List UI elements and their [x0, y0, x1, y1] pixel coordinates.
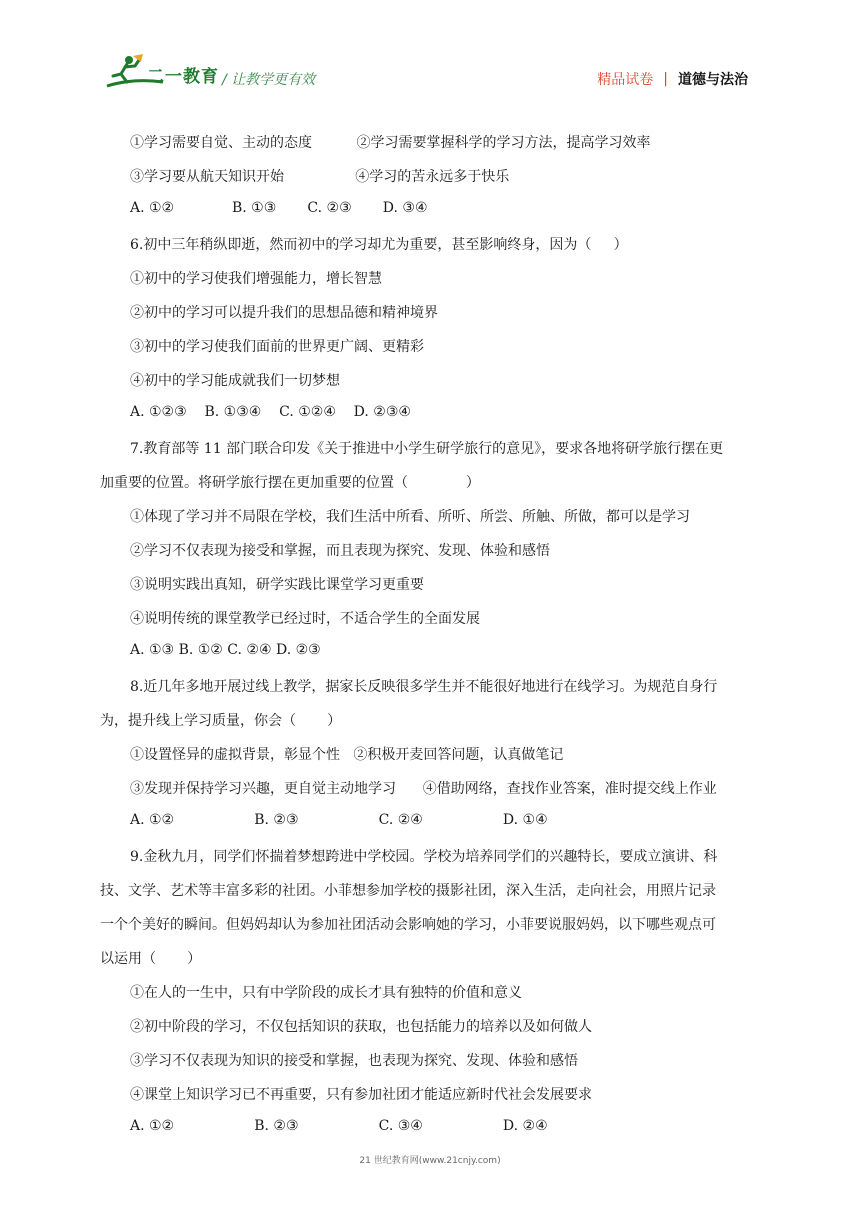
text-line: ①在人的一生中，只有中学阶段的成长才具有独特的价值和意义 [130, 985, 522, 1001]
text-line: ③发现并保持学习兴趣，更自觉主动地学习 ④借助网络，查找作业答案，准时提交线上作业 [130, 781, 717, 797]
text-line: ③说明实践出真知，研学实践比课堂学习更重要 [130, 577, 424, 593]
text-line: ②学习不仅表现为接受和掌握，而且表现为探究、发现、体验和感悟 [130, 543, 550, 559]
tag-label: 精品试卷 [597, 72, 654, 88]
slogan: / 让教学更有效 [222, 72, 316, 88]
text-line: A. ①② B. ②③ C. ②④ D. ①④ [130, 812, 548, 828]
text-line: ②初中阶段的学习，不仅包括知识的获取，也包括能力的培养以及如何做人 [130, 1019, 592, 1035]
page-header [0, 0, 860, 110]
text-line: ④课堂上知识学习已不再重要，只有参加社团才能适应新时代社会发展要求 [130, 1087, 592, 1103]
text-line: ③初中的学习使我们面前的世界更广阔、更精彩 [130, 339, 424, 355]
text-line: ③学习不仅表现为知识的接受和掌握，也表现为探究、发现、体验和感悟 [130, 1053, 578, 1069]
text-line: ①初中的学习使我们增强能力，增长智慧 [130, 271, 382, 287]
text-line: 为，提升线上学习质量，你会（ ） [100, 713, 342, 729]
text-line: A. ①③ B. ①② C. ②④ D. ②③ [130, 642, 321, 658]
text-line: 8.近几年多地开展过线上教学，据家长反映很多学生并不能很好地进行在线学习。为规范自身行 [130, 679, 718, 695]
header-divider: | [663, 71, 668, 87]
logo-text: 二一教育 [147, 67, 219, 87]
text-line: 以运用（ ） [100, 951, 202, 967]
header-right [597, 69, 748, 89]
text-line: 7.教育部等 11 部门联合印发《关于推进中小学生研学旅行的意见》，要求各地将研学旅行摆在更 [130, 441, 724, 457]
text-line: ④说明传统的课堂教学已经过时，不适合学生的全面发展 [130, 611, 480, 627]
text-line: A. ①② B. ②③ C. ③④ D. ②④ [130, 1118, 548, 1134]
text-line: ④初中的学习能成就我们一切梦想 [130, 373, 340, 389]
text-line: ②初中的学习可以提升我们的思想品德和精神境界 [130, 305, 438, 321]
text-line: A. ①② B. ①③ C. ②③ D. ③④ [130, 200, 428, 216]
text-line: ①体现了学习并不局限在学校，我们生活中所看、所听、所尝、所触、所做，都可以是学习 [130, 509, 690, 525]
text-line: 9.金秋九月，同学们怀揣着梦想跨进中学校园。学校为培养同学们的兴趣特长，要成立演讲、科 [130, 849, 718, 865]
text-line: ①设置怪异的虚拟背景，彰显个性 ②积极开麦回答问题，认真做笔记 [130, 747, 564, 763]
text-line: 技、文学、艺术等丰富多彩的社团。小菲想参加学校的摄影社团，深入生活，走向社会，用照片记录 [100, 883, 716, 899]
text-line: 一个个美好的瞬间。但妈妈却认为参加社团活动会影响她的学习，小菲要说服妈妈，以下哪些观点可 [100, 917, 716, 933]
text-line: ③学习要从航天知识开始 ④学习的苦永远多于快乐 [130, 169, 510, 185]
text-line: A. ①②③ B. ①③④ C. ①②④ D. ②③④ [130, 404, 411, 420]
subject-label: 道德与法治 [678, 72, 748, 88]
text-line: 加重要的位置。将研学旅行摆在更加重要的位置（ ） [100, 475, 480, 491]
page-footer: 21 世纪教育网(www.21cnjy.com) [359, 1156, 501, 1166]
text-line: 6.初中三年稍纵即逝，然而初中的学习却尤为重要，甚至影响终身，因为（ ） [130, 237, 628, 253]
text-line: ①学习需要自觉、主动的态度 ②学习需要掌握科学的学习方法，提高学习效率 [130, 135, 651, 151]
